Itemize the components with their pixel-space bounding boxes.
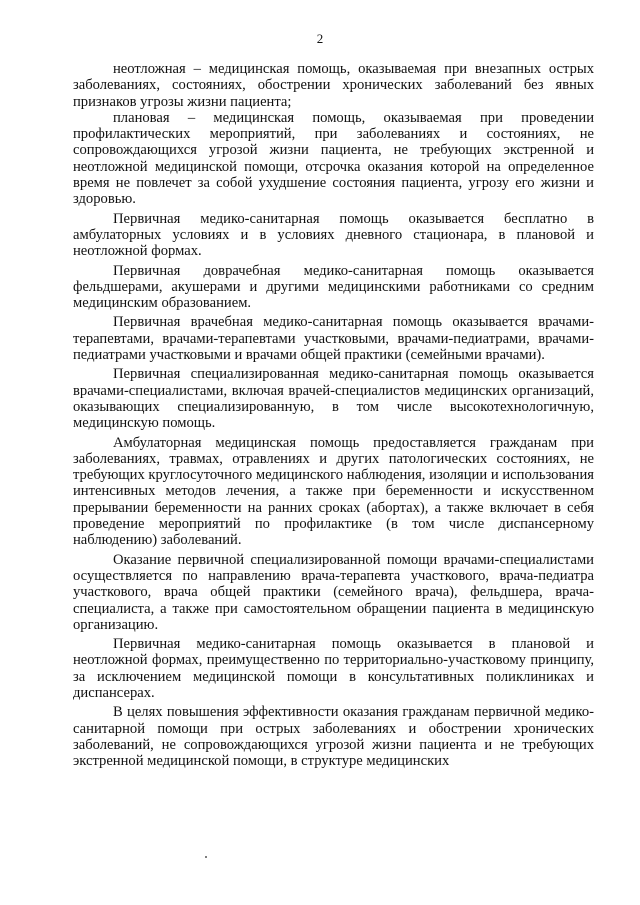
- paragraph-prephysician-care: Первичная доврачебная медико-санитарная помощь оказывается фельдшерами, акушерами и другими медицинскими работниками со средним медицинским образованием.: [73, 262, 594, 312]
- paragraph-specialist-referral: Оказание первичной специализированной помощи врачами-специалистами осуществляется по направлению врача-терапевта участкового, врача-педиатра участкового, врача общей практики (семейного врача), фельдшера, врача-специалиста, а также при самостоятельном обращении пациента в медицинскую организацию.: [73, 551, 594, 633]
- document-body: [73, 61, 594, 772]
- scan-dot-mark: [205, 856, 207, 858]
- paragraph-primary-care-free: Первичная медико-санитарная помощь оказывается бесплатно в амбулаторных условиях и в условиях дневного стационара, в плановой и неотложной формах.: [73, 210, 594, 260]
- paragraph-outpatient-care: Амбулаторная медицинская помощь предоставляется гражданам при заболеваниях, травмах, отравлениях и других патологических состояниях, не требующих круглосуточного медицинского наблюдения, изоляции и использования интенсивных методов лечения, а также при беременности и искусственном прерывании беременности на ранних сроках (абортах), а также включает в себя проведение мероприятий по профилактике (в том числе диспансерному наблюдению) заболеваний.: [73, 434, 594, 549]
- paragraph-specialized-care: Первичная специализированная медико-санитарная помощь оказывается врачами-специалистами, включая врачей-специалистов медицинских организаций, оказывающих специализированную, в том числе высокотехнологичную, медицинскую помощь.: [73, 366, 594, 432]
- paragraph-planned-definition: плановая – медицинская помощь, оказываемая при проведении профилактических мероприятий, при заболеваниях и состояниях, не сопровождающихся угрозой жизни пациента, не требующих экстренной и неотложной медицинской помощи, отсрочка оказания которой на определенное время не повлечет за собой ухудшение состояния пациента, угрозу его жизни и здоровью.: [73, 109, 594, 208]
- paragraph-territorial-principle: Первичная медико-санитарная помощь оказывается в плановой и неотложной формах, преимущественно по территориально-участковому принципу, за исключением медицинской помощи в консультативных поликлиниках и диспансерах.: [73, 636, 594, 701]
- paragraph-efficiency-structure: В целях повышения эффективности оказания гражданам первичной медико-санитарной помощи при острых заболеваниях и обострении хронических заболеваний, не сопровождающихся угрозой жизни пациента и не требующих экстренной медицинской помощи, в структуре медицинских: [73, 704, 594, 770]
- paragraph-urgent-definition: неотложная – медицинская помощь, оказываемая при внезапных острых заболеваниях, состояниях, обострении хронических заболеваний без явных признаков угрозы жизни пациента;: [73, 61, 594, 110]
- paragraph-physician-care: Первичная врачебная медико-санитарная помощь оказывается врачами-терапевтами, врачами-терапевтами участковыми, врачами-педиатрами, врачами-педиатрами участковыми и врачами общей практики (семейными врачами).: [73, 314, 594, 364]
- page-number: 2: [316, 31, 324, 46]
